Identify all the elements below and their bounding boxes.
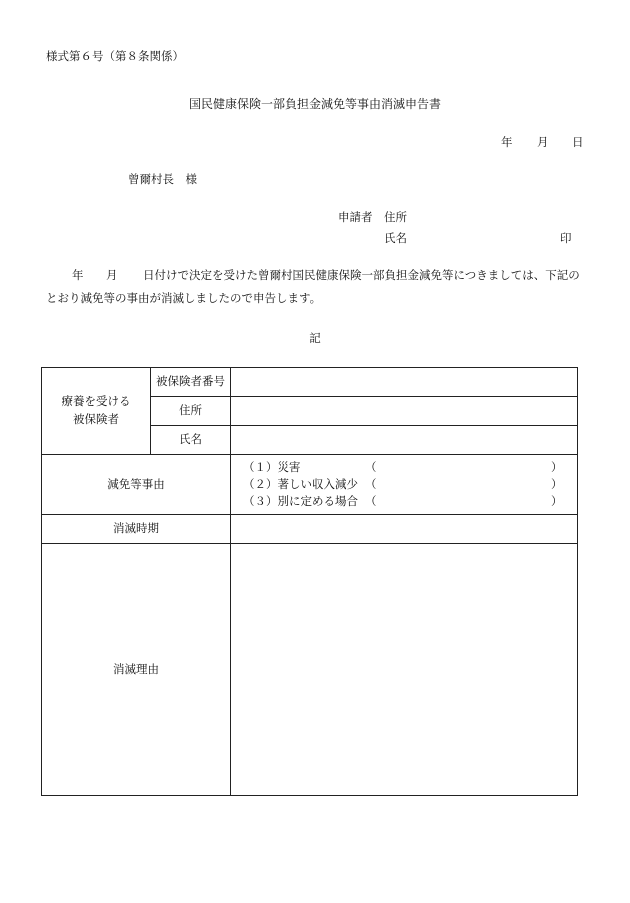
- reason-option-disaster[interactable]: [231, 459, 577, 476]
- reason-close-paren: ）: [551, 493, 563, 508]
- reason-open-paren: （: [365, 459, 377, 474]
- extinction-reason-label: 消滅理由: [42, 544, 231, 796]
- insured-group-label-line1: 療養を受ける: [61, 394, 131, 409]
- applicant-address-label: 住所: [384, 210, 407, 224]
- reason-close-paren: ）: [551, 476, 563, 491]
- applicant-label: 申請者: [338, 210, 373, 224]
- form-number: 様式第６号（第８条関係）: [46, 49, 184, 63]
- date-day-label: 日: [572, 135, 584, 149]
- body-text-line1: 日付けで決定を受けた曾爾村国民健康保険一部負担金減免等につきましては、下記の: [143, 268, 580, 282]
- insured-group-label-line2: 被保険者: [73, 412, 119, 426]
- reduction-reason-options: [231, 455, 578, 515]
- addressee: 曾爾村長 様: [128, 172, 197, 186]
- reduction-reason-label: 減免等事由: [42, 455, 231, 515]
- body-year-label: 年: [72, 268, 84, 282]
- reason-close-paren: ）: [551, 459, 563, 474]
- reason-open-paren: （: [365, 493, 377, 508]
- reason-open-paren: （: [365, 476, 377, 491]
- reason-option-label: （２）著しい収入減少: [243, 476, 358, 491]
- ki-heading: 記: [309, 331, 321, 345]
- application-table: [41, 367, 578, 796]
- seal-mark: 印: [560, 231, 572, 245]
- extinction-reason-field[interactable]: [231, 544, 578, 796]
- insured-name-field[interactable]: [231, 426, 578, 455]
- reason-option-label: （３）別に定める場合: [243, 493, 358, 508]
- date-year-label: 年: [501, 135, 513, 149]
- body-text-line2: とおり減免等の事由が消滅しましたので申告します。: [46, 291, 322, 305]
- reason-option-label: （１）災害: [243, 459, 301, 474]
- document-title: 国民健康保険一部負担金減免等事由消滅申告書: [188, 97, 441, 111]
- insured-number-label: 被保険者番号: [151, 368, 231, 397]
- insured-group-label: [42, 368, 151, 455]
- date-month-label: 月: [537, 135, 549, 149]
- reason-option-income-decrease[interactable]: [231, 476, 577, 493]
- insured-number-field[interactable]: [231, 368, 578, 397]
- reason-option-other[interactable]: [231, 493, 577, 510]
- applicant-name-label: 氏名: [384, 231, 407, 245]
- insured-address-label: 住所: [151, 397, 231, 426]
- insured-address-field[interactable]: [231, 397, 578, 426]
- extinction-time-field[interactable]: [231, 515, 578, 544]
- insured-name-label: 氏名: [151, 426, 231, 455]
- body-month-label: 月: [106, 268, 118, 282]
- extinction-time-label: 消滅時期: [42, 515, 231, 544]
